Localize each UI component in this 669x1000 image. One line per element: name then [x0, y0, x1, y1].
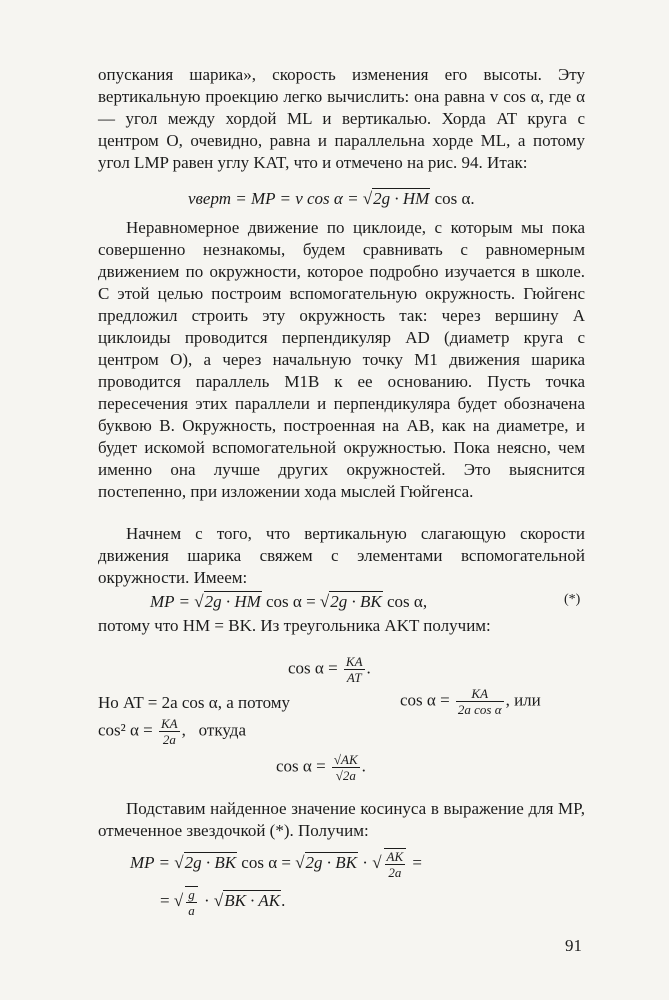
eq4-lhs: cos α = [276, 756, 330, 776]
eq-cos2-num: KA [161, 716, 178, 731]
page-number: 91 [565, 936, 582, 955]
equation-mp-final-1: MP = √2g · BK cos α = √2g · BK · √ $\frac{AK}{2a}$ = [130, 849, 423, 880]
eq4-den: √2a [335, 768, 356, 783]
eq6-end: . [281, 890, 286, 910]
equation-star: MP = √2g · HM cos α = √2g · BK cos α, [150, 592, 428, 611]
eq2-mid: cos α = [261, 592, 320, 611]
eq-cos2-text: , откуда [181, 720, 246, 740]
eq3-lhs: cos α = [288, 658, 342, 678]
line-after-star: потому что HM = BK. Из треугольника AKT получим: [98, 616, 491, 635]
eq5-sqrt2: 2g · BK [305, 852, 358, 872]
paragraph-4: Подставим найденное значение косинуса в выражение для MP, отмеченное звездочкой (*). Получим: [98, 799, 585, 840]
eq3-end: . [366, 658, 371, 678]
paragraph-2: Неравномерное движение по циклоиде, с которым мы пока совершенно незнакомы, будем сравнивать с равномерным движением по окружности, которое подробно изучается в школе. С этой целью построим вспомогательную окружность. Гюйгенс предложил строить эту окружность так: через вершину A циклоиды проводится перпендикуляр AD (диаметр круга с центром O), а через начальную точку M1 движения шарика проводится параллель M1B к ее основанию. Пусть точка пересечения этих параллели и перпендикуляра будет обозначена буквою B. Окружность, построенная на AB, как на диаметре, и будет искомой вспомогательной окружностью. Пока неясно, чем именно она лучше других окружностей. Это выяснится постепенно, при изложении хода мыслей Гюйгенса. [98, 218, 585, 501]
eq6-dot: · [199, 890, 214, 910]
eq1-sqrt: 2g · HM [373, 189, 430, 208]
equation-v-vert: vверт = MP = v cos α = √2g · HM cos α. [188, 189, 475, 208]
equation-mp-final-2: = √ $\frac{g}{a}$ · √BK · AK. [160, 887, 286, 918]
equation-cos-squared [98, 716, 246, 747]
eq-no-den: 2a cos α [457, 702, 502, 717]
line-no-text1: Но AT = 2a cos α, а потому [98, 693, 291, 712]
eq5-dot: · [358, 852, 373, 872]
eq5-fden: 2a [388, 865, 402, 880]
line-no-at [98, 692, 290, 714]
eq6-sqrt: BK · AK [224, 890, 281, 910]
eq-no-lhs: cos α = [400, 690, 454, 710]
eq5-lhs: MP = [130, 852, 175, 872]
eq6-fden: a [188, 903, 195, 918]
eq1-rhs: cos α. [430, 189, 475, 208]
eq2-lhs: MP = [150, 592, 195, 611]
eq4-end: . [361, 756, 366, 776]
eq3-num: KA [345, 654, 363, 669]
eq6-fnum: g [188, 887, 195, 902]
equation-cos-ka-2acos [400, 686, 541, 717]
eq-no-num: KA [456, 686, 504, 702]
equation-star-tag: (*) [564, 592, 581, 607]
eq5-mid: cos α = [237, 852, 296, 872]
eq4-num: √AK [333, 752, 358, 767]
eq2-sqrt1: 2g · HM [204, 592, 261, 611]
eq5-sqrt1: 2g · BK [184, 852, 237, 872]
eq-cos2-lhs: cos² α = [98, 720, 158, 740]
eq6-lhs: = [160, 890, 174, 910]
eq2-rhs: cos α, [382, 592, 428, 611]
equation-cos-sqrt [276, 752, 366, 783]
eq1-lhs: vверт = MP = v cos α = [188, 189, 363, 208]
eq-no-text2: , или [505, 690, 541, 710]
eq5-end: = [408, 852, 423, 872]
paragraph-3: Начнем с того, что вертикальную слагающую скорости движения шарика свяжем с элементами вспомогательной окружности. Имеем: [98, 524, 585, 587]
eq2-sqrt2: 2g · BK [330, 592, 382, 611]
eq5-fnum: AK [386, 849, 404, 864]
eq-cos2-den: 2a [162, 732, 176, 747]
eq3-den: AT [346, 670, 362, 685]
paragraph-1: опускания шарика», скорость изменения его высоты. Эту вертикальную проекцию легко вычислить: она равна v cos α, где α — угол между хордой ML и вертикалью. Хорда AT круга с центром O, очевидно, равна и параллельна хорде ML, а потому угол LMP равен углу KAT, что и отмечено на рис. 94. Итак: [98, 65, 585, 172]
equation-cos-ka-at [288, 654, 371, 685]
